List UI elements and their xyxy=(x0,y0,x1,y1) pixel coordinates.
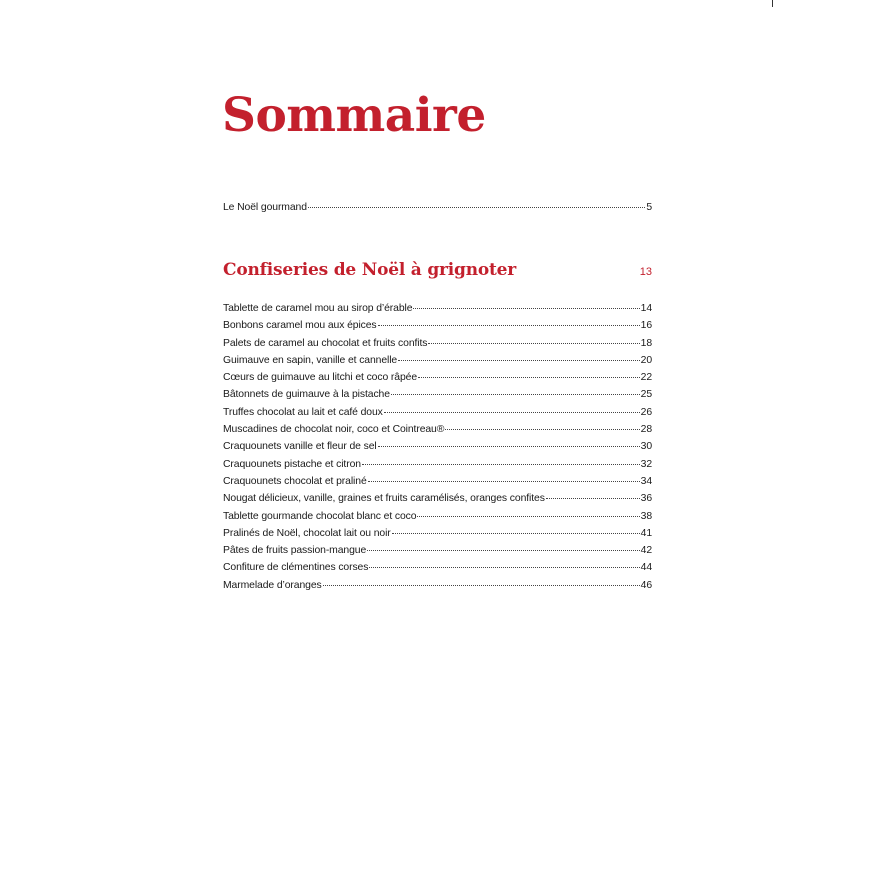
toc-entry xyxy=(223,335,652,352)
dot-leader xyxy=(308,207,645,208)
dot-leader xyxy=(367,550,640,551)
toc-entry-page: 22 xyxy=(640,372,652,384)
dot-leader xyxy=(362,464,640,465)
toc-entry-page: 32 xyxy=(640,458,652,470)
dot-leader xyxy=(369,567,639,568)
dot-leader xyxy=(413,308,639,309)
toc-entry xyxy=(223,199,652,216)
toc-entry-page: 38 xyxy=(640,510,652,522)
dot-leader xyxy=(418,377,640,378)
section-page: 13 xyxy=(639,266,652,278)
toc-entry-label: Muscadines de chocolat noir, coco et Cointreau® xyxy=(223,424,445,436)
dot-leader xyxy=(378,325,640,326)
toc-entry xyxy=(223,490,652,507)
toc-entry xyxy=(223,386,652,403)
toc-entry-label: Marmelade d’oranges xyxy=(223,579,322,591)
dot-leader xyxy=(323,585,640,586)
toc-entry-label: Craquounets vanille et fleur de sel xyxy=(223,441,377,453)
dot-leader xyxy=(378,446,640,447)
toc-entry xyxy=(223,352,652,369)
toc-entry-label: Palets de caramel au chocolat et fruits confits xyxy=(223,337,428,349)
toc-list xyxy=(223,300,652,594)
toc-entry-label: Bonbons caramel mou aux épices xyxy=(223,320,377,332)
toc-entry xyxy=(223,369,652,386)
toc-entry-label: Pralinés de Noël, chocolat lait ou noir xyxy=(223,527,391,539)
toc-entry-page: 46 xyxy=(640,579,652,591)
toc-entry-label: Pâtes de fruits passion-mangue xyxy=(223,545,367,557)
toc-entry xyxy=(223,456,652,473)
dot-leader xyxy=(391,394,640,395)
toc-entry-label: Bâtonnets de guimauve à la pistache xyxy=(223,389,390,401)
toc-entry-page: 34 xyxy=(640,475,652,487)
toc-entry-page: 20 xyxy=(640,354,652,366)
toc-entry-label: Craquounets chocolat et praliné xyxy=(223,475,367,487)
toc-entry xyxy=(223,404,652,421)
toc-entry-page: 16 xyxy=(640,320,652,332)
toc-entry-label: Nougat délicieux, vanille, graines et fruits caramélisés, oranges confites xyxy=(223,493,545,505)
toc-entry-label: Confiture de clémentines corses xyxy=(223,562,369,574)
dot-leader xyxy=(398,360,640,361)
toc-entry xyxy=(223,317,652,334)
toc-entry-label: Tablette gourmande chocolat blanc et coco xyxy=(223,510,417,522)
toc-entry-label: Tablette de caramel mou au sirop d’érable xyxy=(223,303,413,314)
toc-entry-page: 30 xyxy=(640,441,652,453)
dot-leader xyxy=(384,412,640,413)
toc-entry-page: 5 xyxy=(646,202,652,213)
toc-entry xyxy=(223,577,652,594)
toc-entry-page: 41 xyxy=(640,527,652,539)
toc-entry-page: 42 xyxy=(640,545,652,557)
toc-entry xyxy=(223,508,652,525)
toc-entry-label: Cœurs de guimauve au litchi et coco râpée xyxy=(223,372,417,384)
dot-leader xyxy=(428,343,639,344)
toc-entry xyxy=(223,542,652,559)
page-title: Sommaire xyxy=(222,88,486,143)
toc-entry xyxy=(223,300,652,317)
dot-leader xyxy=(417,516,639,517)
toc-intro xyxy=(223,199,652,216)
toc-entry xyxy=(223,525,652,542)
toc-entry-page: 44 xyxy=(640,562,652,574)
toc-entry-label: Le Noël gourmand xyxy=(223,202,307,213)
toc-entry xyxy=(223,559,652,576)
toc-entry xyxy=(223,438,652,455)
toc-entry-page: 14 xyxy=(640,303,652,314)
toc-entry-label: Craquounets pistache et citron xyxy=(223,458,361,470)
section-title: Confiseries de Noël à grignoter xyxy=(223,260,517,280)
toc-entry xyxy=(223,421,652,438)
toc-entry xyxy=(223,473,652,490)
toc-entry-page: 36 xyxy=(640,493,652,505)
toc-entry-page: 28 xyxy=(640,424,652,436)
crop-mark xyxy=(772,0,773,7)
section-heading xyxy=(223,260,652,280)
toc-entry-label: Truffes chocolat au lait et café doux xyxy=(223,406,383,418)
dot-leader xyxy=(392,533,640,534)
dot-leader xyxy=(368,481,640,482)
toc-entry-label: Guimauve en sapin, vanille et cannelle xyxy=(223,354,398,366)
dot-leader xyxy=(546,498,640,499)
toc-entry-page: 18 xyxy=(640,337,652,349)
toc-entry-page: 26 xyxy=(640,406,652,418)
dot-leader xyxy=(445,429,639,430)
toc-entry-page: 25 xyxy=(640,389,652,401)
